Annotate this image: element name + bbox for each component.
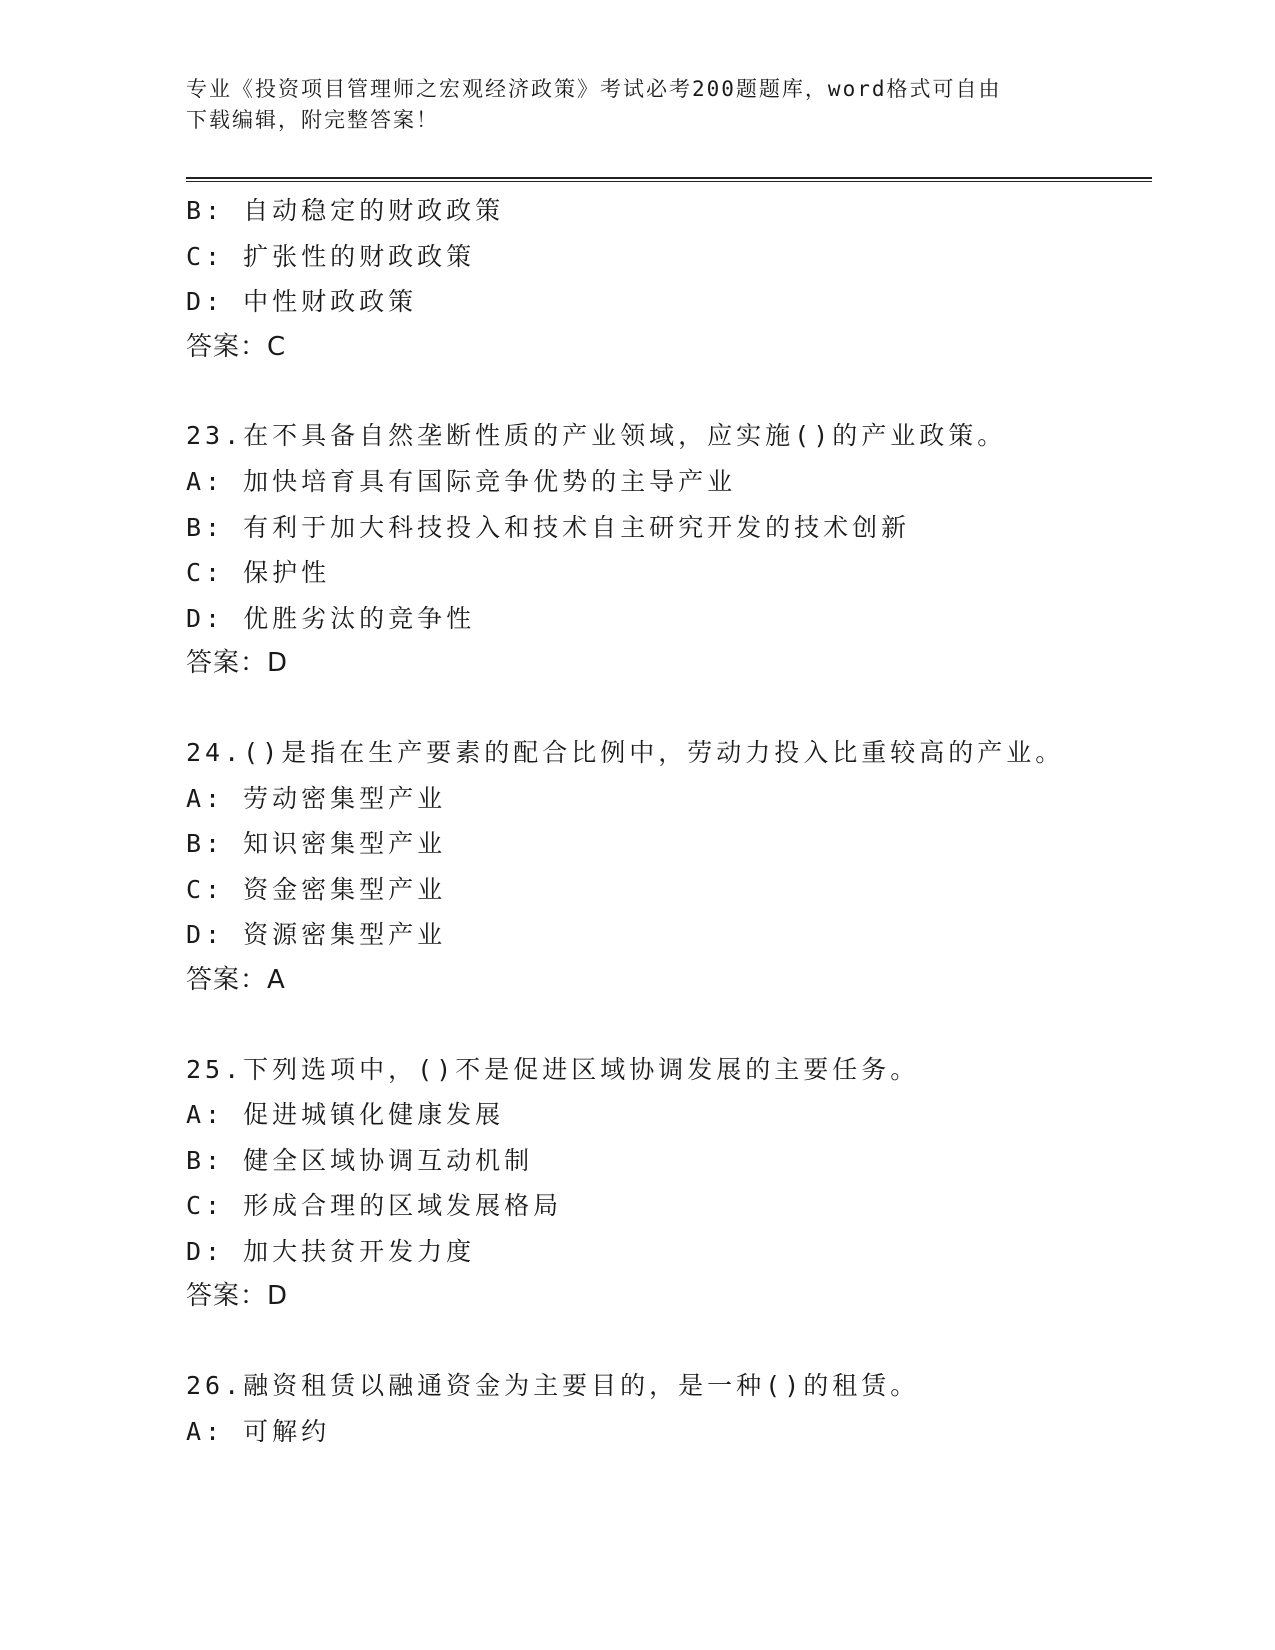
option-b: B: 健全区域协调互动机制 <box>186 1145 534 1175</box>
option-c: C: 扩张性的财政政策 <box>186 241 476 271</box>
question-stem: 24.()是指在生产要素的配合比例中，劳动力投入比重较高的产业。 <box>186 737 1065 767</box>
question-block-partial <box>186 188 1146 370</box>
option-d: D: 优胜劣汰的竞争性 <box>186 603 476 633</box>
answer: 答案：D <box>186 648 289 679</box>
question-stem: 26.融资租赁以融通资金为主要目的，是一种()的租赁。 <box>186 1371 920 1401</box>
option-a: A: 劳动密集型产业 <box>186 783 447 813</box>
option-b: B: 自动稳定的财政政策 <box>186 196 505 225</box>
option-a: A: 促进城镇化健康发展 <box>186 1100 505 1130</box>
answer: 答案：D <box>186 1281 289 1312</box>
answer: 答案：C <box>186 331 287 362</box>
option-a: A: 加快培育具有国际竞争优势的主导产业 <box>186 466 737 496</box>
question-block-23 <box>186 413 1146 687</box>
option-d: D: 加大扶贫开发力度 <box>186 1236 476 1266</box>
option-d: D: 中性财政政策 <box>186 287 418 317</box>
header-line-1: 专业《投资项目管理师之宏观经济政策》考试必考200题题库，word格式可自由 <box>186 77 1002 101</box>
document-header <box>186 74 1066 136</box>
question-block-24 <box>186 730 1146 1004</box>
option-d: D: 资源密集型产业 <box>186 920 447 950</box>
header-line-2: 下载编辑，附完整答案！ <box>186 108 439 132</box>
question-stem: 25.下列选项中，()不是促进区域协调发展的主要任务。 <box>186 1054 920 1084</box>
answer: 答案：A <box>186 964 286 995</box>
question-block-25 <box>186 1047 1146 1321</box>
question-block-26 <box>186 1363 1146 1454</box>
question-stem: 23.在不具备自然垄断性质的产业领域，应实施()的产业政策。 <box>186 421 1007 451</box>
option-c: C: 资金密集型产业 <box>186 874 447 904</box>
header-divider-thin <box>186 181 1152 182</box>
option-b: B: 有利于加大科技投入和技术自主研究开发的技术创新 <box>186 512 911 542</box>
option-a: A: 可解约 <box>186 1416 331 1446</box>
option-b: B: 知识密集型产业 <box>186 829 447 859</box>
option-c: C: 保护性 <box>186 558 331 588</box>
option-c: C: 形成合理的区域发展格局 <box>186 1191 563 1221</box>
header-divider-thick <box>186 177 1152 179</box>
question-list <box>186 188 1146 1454</box>
